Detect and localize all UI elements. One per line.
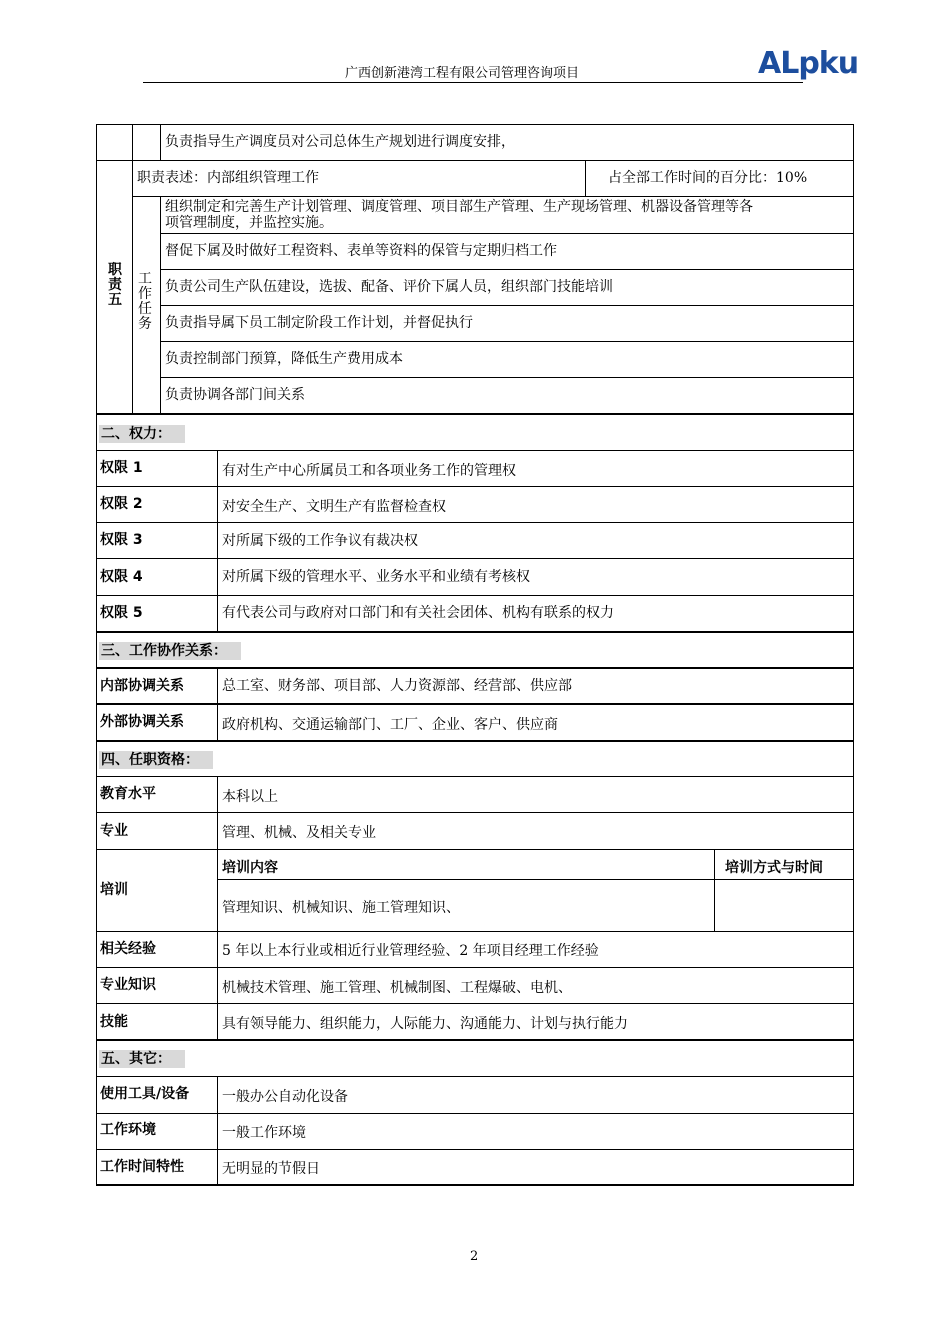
work-time-text: 无明显的节假日 xyxy=(222,1161,320,1177)
row-border xyxy=(160,377,854,378)
skills-text: 具有领导能力、组织能力，人际能力、沟通能力、计划与执行能力 xyxy=(222,1016,628,1032)
environment-label: 工作环境 xyxy=(100,1122,156,1138)
duty-label: 职责五 xyxy=(108,262,122,308)
divider xyxy=(585,160,586,196)
divider xyxy=(714,849,715,931)
row-border xyxy=(96,931,854,932)
external-coop-label: 外部协调关系 xyxy=(100,714,184,730)
power-label: 权限 1 xyxy=(100,460,143,476)
external-coop-text: 政府机构、交通运输部门、工厂、企业、客户、供应商 xyxy=(222,717,558,733)
duty-time-percent: 占全部工作时间的百分比：10% xyxy=(608,170,808,186)
task-text: 项管理制度，并监控实施。 xyxy=(165,215,333,231)
row-border xyxy=(96,849,854,850)
task-text: 负责控制部门预算，降低生产费用成本 xyxy=(165,351,403,367)
skills-label: 技能 xyxy=(100,1014,128,1030)
section-border xyxy=(96,1039,854,1041)
power-label: 权限 3 xyxy=(100,532,143,548)
work-time-label: 工作时间特性 xyxy=(100,1159,184,1175)
tools-text: 一般办公自动化设备 xyxy=(222,1089,348,1105)
section-title-qualifications: 四、任职资格： xyxy=(99,751,213,769)
section-border xyxy=(96,631,854,633)
header-project-title: 广西创新港湾工程有限公司管理咨询项目 xyxy=(345,66,580,81)
row-border xyxy=(160,233,854,234)
row-border xyxy=(96,450,854,451)
internal-coop-text: 总工室、财务部、项目部、人力资源部、经营部、供应部 xyxy=(222,678,572,694)
task-text: 负责公司生产队伍建设，选拔、配备、评价下属人员，组织部门技能培训 xyxy=(165,279,613,295)
section-border xyxy=(96,413,854,415)
row-border xyxy=(96,486,854,487)
power-text: 对安全生产、文明生产有监督检查权 xyxy=(222,499,446,515)
row-border xyxy=(96,776,854,777)
section-border xyxy=(96,740,854,742)
logo-text: ALpku xyxy=(758,46,859,81)
row-border xyxy=(96,812,854,813)
divider xyxy=(217,1076,218,1186)
experience-label: 相关经验 xyxy=(100,941,156,957)
row-border xyxy=(96,703,854,705)
task-text: 负责指导属下员工制定阶段工作计划，并督促执行 xyxy=(165,315,473,331)
training-content-header: 培训内容 xyxy=(222,860,278,876)
training-method-header: 培训方式与时间 xyxy=(725,860,823,876)
divider xyxy=(217,450,218,632)
row-border xyxy=(96,1149,854,1150)
power-text: 对所属下级的工作争议有裁决权 xyxy=(222,533,418,549)
tools-label: 使用工具/设备 xyxy=(100,1086,190,1102)
training-content-text: 管理知识、机械知识、施工管理知识、 xyxy=(222,900,460,916)
row-border xyxy=(96,160,854,161)
major-label: 专业 xyxy=(100,823,128,839)
section-title-powers: 二、权力： xyxy=(99,425,185,443)
section-title-other: 五、其它： xyxy=(99,1050,185,1068)
power-label: 权限 5 xyxy=(100,605,143,621)
row-border xyxy=(96,1003,854,1004)
internal-coop-label: 内部协调关系 xyxy=(100,678,184,694)
knowledge-label: 专业知识 xyxy=(100,977,156,993)
row-border xyxy=(160,341,854,342)
power-label: 权限 2 xyxy=(100,496,143,512)
education-label: 教育水平 xyxy=(100,786,156,802)
row-border xyxy=(96,667,854,669)
row-border xyxy=(96,522,854,523)
education-text: 本科以上 xyxy=(222,789,278,805)
row-border xyxy=(217,879,854,880)
page-number: 2 xyxy=(470,1249,479,1264)
power-text: 对所属下级的管理水平、业务水平和业绩有考核权 xyxy=(222,569,530,585)
table-top-border xyxy=(96,124,854,125)
environment-text: 一般工作环境 xyxy=(222,1125,306,1141)
row-border xyxy=(96,595,854,596)
divider xyxy=(160,124,161,160)
row-border xyxy=(96,558,854,559)
duty-top-task: 负责指导生产调度员对公司总体生产规划进行调度安排， xyxy=(165,134,515,150)
experience-text: 5 年以上本行业或相近行业管理经验、2 年项目经理工作经验 xyxy=(222,943,599,959)
duty-description: 职责表述：内部组织管理工作 xyxy=(137,170,319,186)
task-text: 组织制定和完善生产计划管理、调度管理、项目部生产管理、生产现场管理、机器设备管理等各 xyxy=(165,199,753,215)
divider xyxy=(132,124,133,414)
row-border xyxy=(96,967,854,968)
section-title-cooperation: 三、工作协作关系： xyxy=(99,642,241,660)
table-bottom-border xyxy=(96,1184,854,1186)
row-border xyxy=(160,305,854,306)
row-border xyxy=(160,269,854,270)
row-border xyxy=(96,1076,854,1077)
knowledge-text: 机械技术管理、施工管理、机械制图、工程爆破、电机、 xyxy=(222,980,572,996)
training-label: 培训 xyxy=(100,882,128,898)
major-text: 管理、机械、及相关专业 xyxy=(222,825,376,841)
row-border xyxy=(132,196,854,197)
power-text: 有代表公司与政府对口部门和有关社会团体、机构有联系的权力 xyxy=(222,605,614,621)
divider xyxy=(217,776,218,1040)
power-label: 权限 4 xyxy=(100,569,143,585)
task-text: 负责协调各部门间关系 xyxy=(165,387,305,403)
row-border xyxy=(96,1113,854,1114)
task-label: 工作任务 xyxy=(138,271,152,332)
power-text: 有对生产中心所属员工和各项业务工作的管理权 xyxy=(222,463,516,479)
task-text: 督促下属及时做好工程资料、表单等资料的保管与定期归档工作 xyxy=(165,243,557,259)
company-logo xyxy=(758,46,858,80)
header-rule xyxy=(143,82,803,83)
